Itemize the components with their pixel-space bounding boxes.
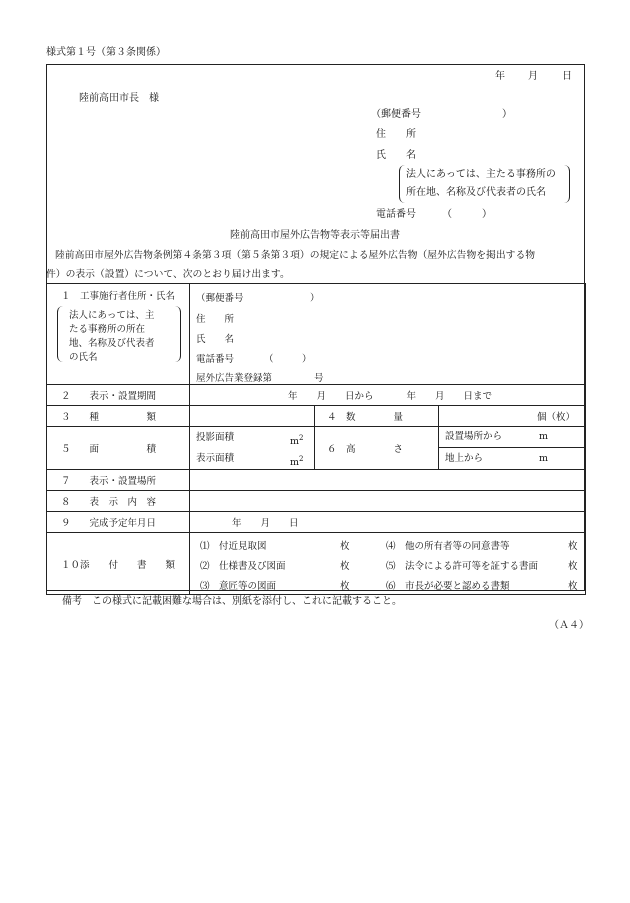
contractor-label: １ 工事施行者住所・氏名 (61, 291, 176, 302)
contractor-label-cell (47, 284, 190, 385)
content-row (47, 491, 586, 512)
location-value[interactable] (190, 470, 586, 491)
remarks: 備考 この様式に記載困難な場合は、別紙を添付し、これに記載すること。 (62, 596, 402, 607)
quantity-label: ４ 数 量 (315, 406, 439, 427)
content-value[interactable] (190, 491, 586, 512)
body-text-line1: 陸前高田市屋外広告物条例第４条第３項（第５条第３項）の規定による屋外広告物（屋外広告物を掲出する物 (55, 250, 536, 261)
attachments-value-cell[interactable] (190, 533, 586, 595)
applicant-postal-close: ） (502, 109, 512, 120)
date-year: 年 (495, 71, 505, 82)
attachments-label: １０添 付 書 類 (47, 533, 190, 595)
contractor-name-label: 氏 名 (196, 334, 235, 345)
area-display-unit: $m^2$ (290, 454, 304, 468)
area-value-cell[interactable] (190, 427, 315, 470)
height-from-ground-unit: m (539, 453, 549, 464)
contractor-note-line2: たる事務所の所在 (69, 324, 146, 335)
contractor-address-label: 住 所 (196, 314, 235, 325)
contractor-phone-paren: （ ） (264, 354, 312, 365)
contractor-table (46, 283, 586, 385)
quantity-unit: 個（枚） (537, 412, 576, 423)
period-from: 年 月 日から (288, 391, 374, 402)
completion-row (47, 512, 586, 533)
addressee: 陸前高田市長 様 (79, 93, 159, 104)
contractor-registration-label: 屋外広告業登録第 (196, 373, 273, 384)
height-from-site-unit: m (539, 431, 549, 442)
location-label: ７ 表示・設置場所 (47, 470, 190, 491)
area-row (47, 427, 586, 470)
location-row (47, 470, 586, 491)
contractor-registration-suffix: 号 (314, 373, 324, 384)
attachment-item-6: ⑹ 市長が必要と認める書類 枚 (386, 581, 578, 592)
applicant-phone-paren: （ ） (442, 209, 492, 220)
kind-value[interactable] (190, 406, 315, 427)
attachment-item-1: ⑴ 付近見取図 枚 (200, 541, 350, 552)
date-month: 月 (528, 71, 538, 82)
height-label: ６ 高 さ (315, 427, 439, 470)
completion-label: ９ 完成予定年月日 (47, 512, 190, 533)
area-label: ５ 面 積 (47, 427, 190, 470)
attachment-item-2: ⑵ 仕様書及び図面 枚 (200, 561, 350, 572)
period-value-cell[interactable] (190, 385, 586, 406)
content-label: ８ 表 示 内 容 (47, 491, 190, 512)
attachment-item-3: ⑶ 意匠等の図面 枚 (200, 581, 350, 592)
period-label: ２ 表示・設置期間 (47, 385, 190, 406)
contractor-postal-label: （郵便番号 (196, 293, 244, 304)
applicant-corp-note-line1: 法人にあっては、主たる事務所の (406, 169, 556, 180)
contractor-value-cell[interactable] (190, 284, 586, 385)
applicant-address-label: 住 所 (376, 129, 416, 140)
period-row (47, 385, 586, 406)
height-from-site-label: 設置場所から (445, 431, 503, 442)
contractor-note-line3: 地、名称及び代表者 (69, 338, 155, 349)
kind-row (47, 406, 586, 427)
attachment-item-4: ⑷ 他の所有者等の同意書等 枚 (386, 541, 578, 552)
height-from-ground-label: 地上から (445, 453, 484, 464)
paper-size: （Ａ４） (549, 620, 589, 631)
body-text-line2: 件）の表示（設置）について、次のとおり届け出ます。 (46, 269, 290, 280)
completion-value-cell[interactable] (190, 512, 586, 533)
completion-value: 年 月 日 (232, 518, 299, 529)
applicant-corp-note-line2: 所在地、名称及び代表者の氏名 (406, 187, 546, 198)
contractor-note-line4: の氏名 (69, 352, 98, 363)
attachment-item-5: ⑸ 法令による許可等を証する書面 枚 (386, 561, 578, 572)
details-table (46, 384, 586, 595)
attachments-row (47, 533, 586, 595)
area-display-label: 表示面積 (196, 452, 235, 464)
height-value-cell[interactable] (439, 427, 586, 470)
area-projected-label: 投影面積 (196, 431, 235, 443)
form-title: 陸前高田市屋外広告物等表示等届出書 (230, 230, 400, 241)
period-to: 年 月 日まで (406, 391, 493, 402)
date-day: 日 (562, 71, 572, 82)
applicant-phone-label: 電話番号 (376, 209, 416, 220)
kind-label: ３ 種 類 (47, 406, 190, 427)
quantity-value-cell[interactable] (439, 406, 586, 427)
contractor-postal-close: ） (310, 293, 320, 304)
applicant-postal-label: （郵便番号 (371, 109, 421, 120)
area-projected-unit: $m^2$ (290, 433, 304, 447)
contractor-note-line1: 法人にあっては、主 (69, 310, 155, 321)
form-number: 様式第１号（第３条関係） (46, 47, 166, 58)
applicant-name-label: 氏 名 (376, 150, 416, 161)
contractor-phone-label: 電話番号 (196, 354, 235, 365)
